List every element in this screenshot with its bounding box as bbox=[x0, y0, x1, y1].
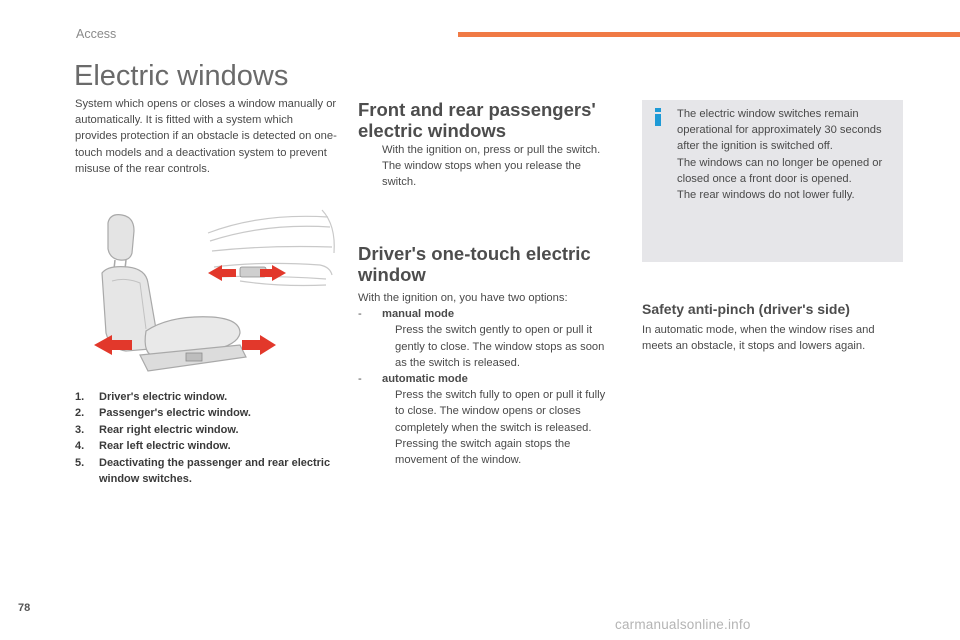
intro-paragraph: System which opens or closes a window manually or automatically. It is fitted with a system which provides protection if an obstacle is detected on one-touch models and a deactivation system to prevent misuse of the rear controls. bbox=[75, 98, 337, 175]
info-line-3: The rear windows do not lower fully. bbox=[677, 189, 855, 202]
page-number: 78 bbox=[18, 602, 31, 614]
legend-number: 5. bbox=[75, 456, 85, 469]
info-icon bbox=[651, 108, 665, 126]
legend-item bbox=[75, 422, 337, 438]
section-label: Access bbox=[76, 27, 117, 41]
front-rear-heading: Front and rear passengers' electric windows bbox=[358, 99, 596, 141]
bullet-icon bbox=[382, 322, 395, 371]
bullet-icon bbox=[382, 436, 395, 468]
seat-headrest bbox=[108, 215, 134, 260]
safety-heading: Safety anti-pinch (driver's side) bbox=[642, 301, 850, 317]
automatic-mode-bullet bbox=[358, 387, 616, 436]
legend-number: 2. bbox=[75, 407, 85, 420]
driver-intro: With the ignition on, you have two options: bbox=[358, 292, 568, 304]
stop-movement-text: Pressing the switch again stops the movement of the window. bbox=[395, 437, 571, 467]
front-rear-instruction bbox=[358, 142, 608, 191]
driver-heading: Driver's one-touch electric window bbox=[358, 243, 591, 285]
info-line-2: The windows can no longer be opened or closed once a front door is opened. bbox=[677, 156, 883, 185]
manual-mode-label: manual mode bbox=[382, 308, 455, 321]
seat-switch bbox=[186, 353, 202, 361]
header-accent-bar bbox=[458, 32, 960, 37]
driver-section bbox=[358, 290, 616, 468]
info-text bbox=[677, 106, 897, 203]
front-rear-bullet-text: With the ignition on, press or pull the switch. The window stops when you release the switch. bbox=[382, 144, 601, 189]
manual-mode-row bbox=[358, 306, 616, 322]
automatic-mode-label: automatic mode bbox=[382, 373, 468, 386]
watermark: carmanualsonline.info bbox=[615, 617, 751, 632]
seat-illustration bbox=[90, 205, 340, 385]
legend-item bbox=[75, 438, 337, 454]
page-title: Electric windows bbox=[74, 60, 289, 92]
manual-mode-text: Press the switch gently to open or pull it gently to close. The window stops as soon as the switch is released. bbox=[395, 324, 605, 369]
legend-text: Passenger's electric window. bbox=[99, 407, 251, 420]
legend-text: Rear left electric window. bbox=[99, 440, 231, 453]
legend-number: 1. bbox=[75, 391, 85, 403]
legend-list bbox=[75, 389, 337, 487]
legend-text: Deactivating the passenger and rear electric window switches. bbox=[99, 456, 331, 486]
stop-movement-bullet bbox=[358, 436, 616, 468]
legend-text: Rear right electric window. bbox=[99, 423, 239, 436]
dash-marker: - bbox=[358, 308, 362, 321]
legend-number: 4. bbox=[75, 440, 85, 453]
bullet-icon bbox=[358, 142, 382, 191]
automatic-mode-text: Press the switch fully to open or pull it fully to close. The window opens or closes completely when the switch is released. bbox=[395, 389, 606, 434]
info-line-1: The electric window switches remain operational for approximately 30 seconds after the ignition is switched off. bbox=[677, 108, 882, 153]
legend-item bbox=[75, 389, 337, 405]
automatic-mode-row bbox=[358, 371, 616, 387]
legend-item bbox=[75, 405, 337, 421]
legend-item bbox=[75, 455, 337, 488]
legend-number: 3. bbox=[75, 423, 85, 436]
dash-marker: - bbox=[358, 373, 362, 386]
bullet-icon bbox=[382, 387, 395, 436]
manual-mode-bullet bbox=[358, 322, 616, 371]
safety-text: In automatic mode, when the window rises and meets an obstacle, it stops and lowers again. bbox=[642, 324, 875, 353]
legend-text: Driver's electric window. bbox=[99, 391, 228, 403]
